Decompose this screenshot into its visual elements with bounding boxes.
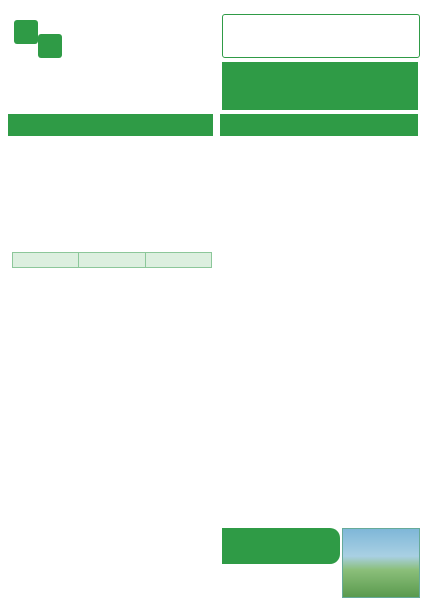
headline-banner bbox=[222, 62, 418, 110]
issue-info-box bbox=[222, 14, 420, 58]
header-title bbox=[13, 253, 79, 268]
member-table-header bbox=[13, 253, 212, 268]
event-photo bbox=[342, 528, 420, 598]
member-table bbox=[12, 252, 212, 268]
crime-prevention-heading bbox=[222, 528, 340, 564]
joint-meeting-heading bbox=[220, 114, 418, 136]
header-name bbox=[79, 253, 145, 268]
header-organization bbox=[145, 253, 211, 268]
logo-tag-ho bbox=[38, 34, 62, 58]
general-meeting-heading bbox=[8, 114, 213, 136]
logo-tag-ko bbox=[14, 20, 38, 44]
masthead-logo bbox=[12, 14, 217, 64]
